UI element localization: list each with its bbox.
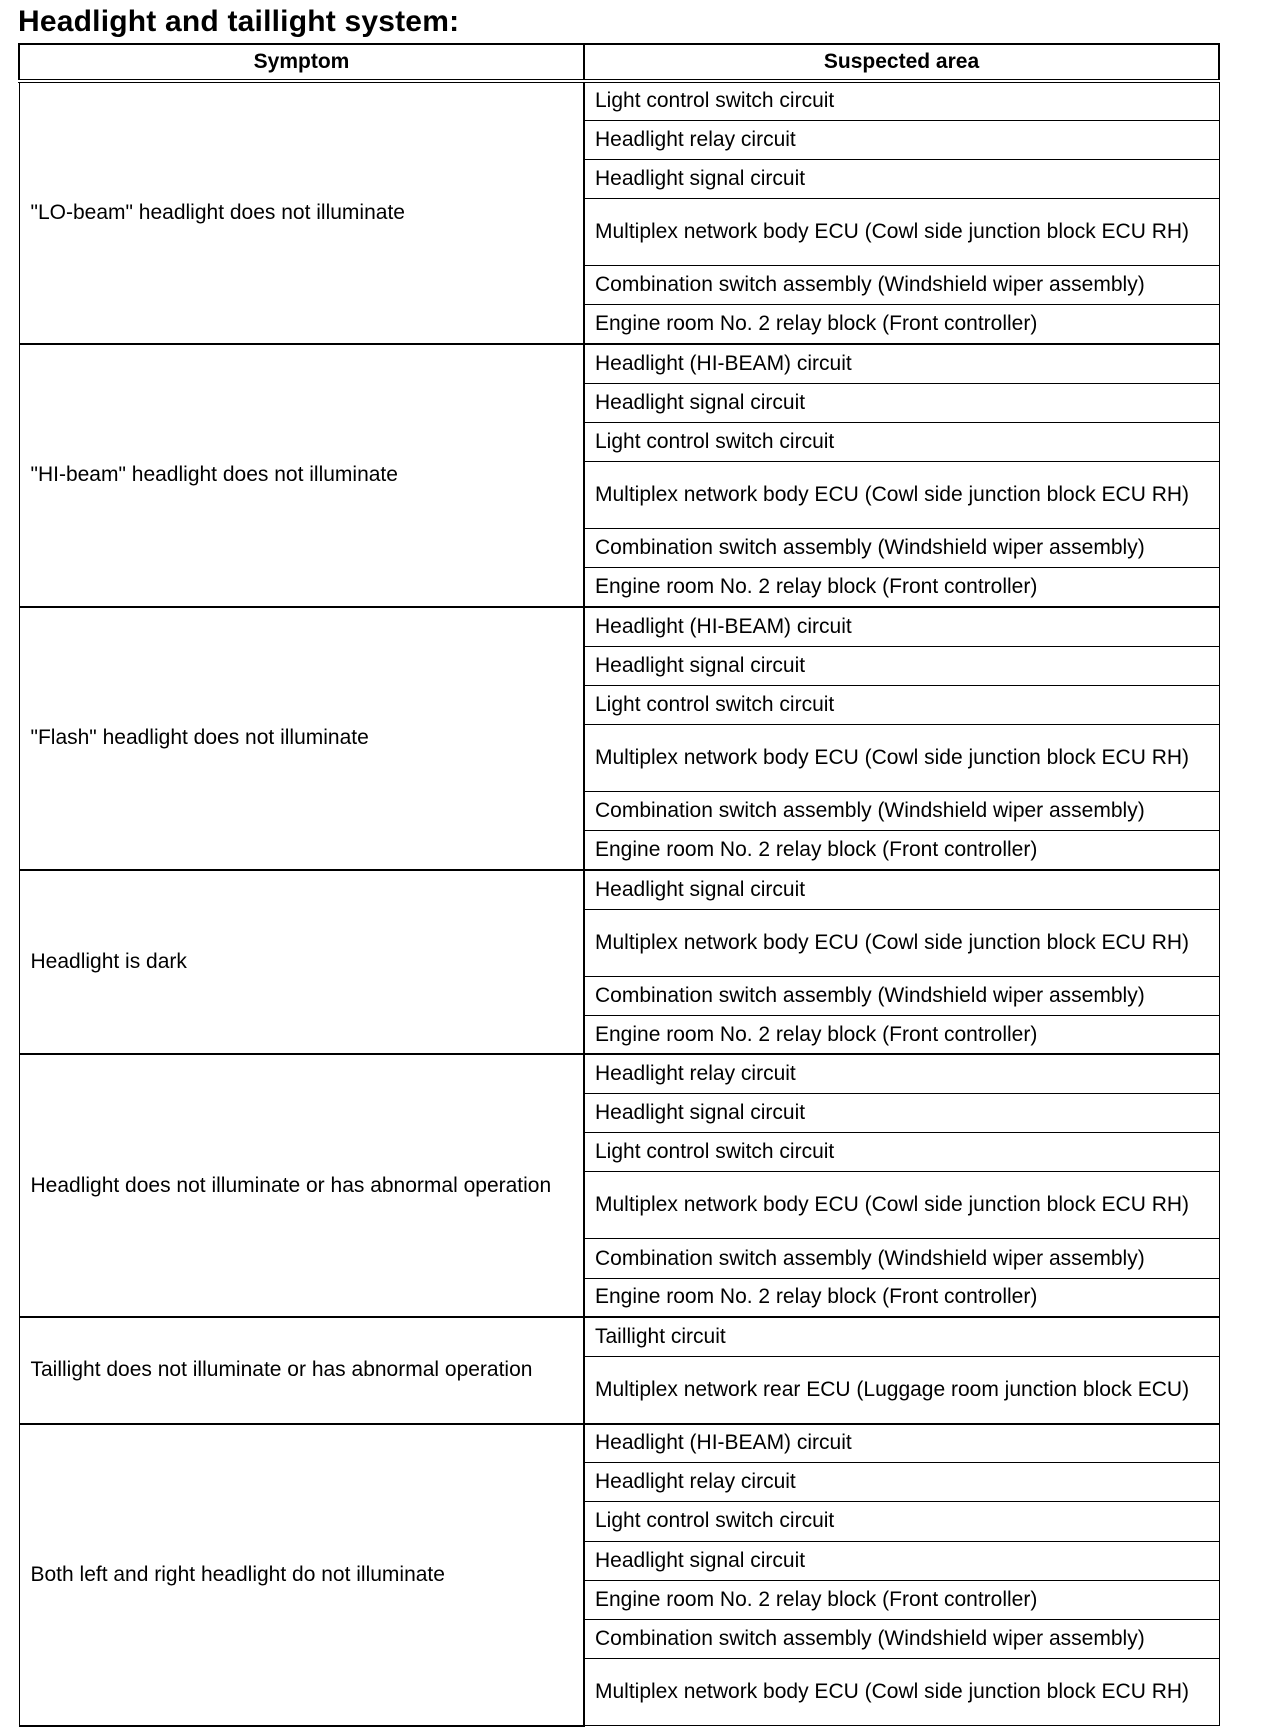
table-row <box>19 607 1219 646</box>
symptom-cell: "HI-beam" headlight does not illuminate <box>19 344 584 607</box>
suspected-area-cell: Multiplex network body ECU (Cowl side junction block ECU RH) <box>584 724 1219 791</box>
suspected-area-cell: Multiplex network rear ECU (Luggage room junction block ECU) <box>584 1357 1219 1424</box>
suspected-area-cell: Combination switch assembly (Windshield wiper assembly) <box>584 529 1219 568</box>
suspected-area-cell: Multiplex network body ECU (Cowl side junction block ECU RH) <box>584 1172 1219 1239</box>
suspected-area-cell: Headlight relay circuit <box>584 1463 1219 1502</box>
suspected-area-cell: Light control switch circuit <box>584 422 1219 461</box>
table-row <box>19 1424 1219 1463</box>
table-body <box>19 81 1219 1726</box>
column-header-symptom: Symptom <box>19 44 584 81</box>
header-row <box>19 44 1219 81</box>
symptom-cell: "LO-beam" headlight does not illuminate <box>19 81 584 344</box>
suspected-area-cell: Combination switch assembly (Windshield wiper assembly) <box>584 976 1219 1015</box>
symptom-cell: Taillight does not illuminate or has abnormal operation <box>19 1317 584 1423</box>
suspected-area-cell: Engine room No. 2 relay block (Front controller) <box>584 305 1219 344</box>
suspected-area-cell: Headlight signal circuit <box>584 1094 1219 1133</box>
suspected-area-cell: Headlight (HI-BEAM) circuit <box>584 344 1219 383</box>
suspected-area-cell: Light control switch circuit <box>584 1502 1219 1541</box>
table-row <box>19 1054 1219 1093</box>
table-row <box>19 344 1219 383</box>
suspected-area-cell: Multiplex network body ECU (Cowl side junction block ECU RH) <box>584 199 1219 266</box>
symptom-table <box>18 43 1220 1727</box>
suspected-area-cell: Headlight signal circuit <box>584 159 1219 198</box>
suspected-area-cell: Combination switch assembly (Windshield wiper assembly) <box>584 791 1219 830</box>
suspected-area-cell: Headlight (HI-BEAM) circuit <box>584 607 1219 646</box>
suspected-area-cell: Combination switch assembly (Windshield wiper assembly) <box>584 1239 1219 1278</box>
suspected-area-cell: Multiplex network body ECU (Cowl side junction block ECU RH) <box>584 1659 1219 1726</box>
suspected-area-cell: Light control switch circuit <box>584 685 1219 724</box>
suspected-area-cell: Engine room No. 2 relay block (Front controller) <box>584 831 1219 870</box>
suspected-area-cell: Taillight circuit <box>584 1317 1219 1356</box>
suspected-area-cell: Headlight relay circuit <box>584 1054 1219 1093</box>
suspected-area-cell: Multiplex network body ECU (Cowl side junction block ECU RH) <box>584 462 1219 529</box>
table-row <box>19 870 1219 909</box>
table-header <box>19 44 1219 81</box>
suspected-area-cell: Light control switch circuit <box>584 81 1219 120</box>
suspected-area-cell: Multiplex network body ECU (Cowl side junction block ECU RH) <box>584 909 1219 976</box>
symptom-cell: Headlight is dark <box>19 870 584 1055</box>
suspected-area-cell: Headlight (HI-BEAM) circuit <box>584 1424 1219 1463</box>
suspected-area-cell: Headlight signal circuit <box>584 646 1219 685</box>
table-row <box>19 1317 1219 1356</box>
column-header-suspected-area: Suspected area <box>584 44 1219 81</box>
suspected-area-cell: Combination switch assembly (Windshield wiper assembly) <box>584 266 1219 305</box>
page-title: Headlight and taillight system: <box>18 5 460 38</box>
suspected-area-cell: Headlight signal circuit <box>584 383 1219 422</box>
symptom-cell: "Flash" headlight does not illuminate <box>19 607 584 870</box>
suspected-area-cell: Engine room No. 2 relay block (Front controller) <box>584 1278 1219 1317</box>
suspected-area-cell: Headlight signal circuit <box>584 1541 1219 1580</box>
suspected-area-cell: Engine room No. 2 relay block (Front controller) <box>584 1015 1219 1054</box>
suspected-area-cell: Engine room No. 2 relay block (Front controller) <box>584 568 1219 607</box>
suspected-area-cell: Headlight signal circuit <box>584 870 1219 909</box>
suspected-area-cell: Headlight relay circuit <box>584 120 1219 159</box>
symptom-cell: Both left and right headlight do not illuminate <box>19 1424 584 1726</box>
suspected-area-cell: Light control switch circuit <box>584 1133 1219 1172</box>
symptom-cell: Headlight does not illuminate or has abnormal operation <box>19 1054 584 1317</box>
suspected-area-cell: Combination switch assembly (Windshield wiper assembly) <box>584 1619 1219 1658</box>
table-row <box>19 81 1219 120</box>
suspected-area-cell: Engine room No. 2 relay block (Front controller) <box>584 1580 1219 1619</box>
